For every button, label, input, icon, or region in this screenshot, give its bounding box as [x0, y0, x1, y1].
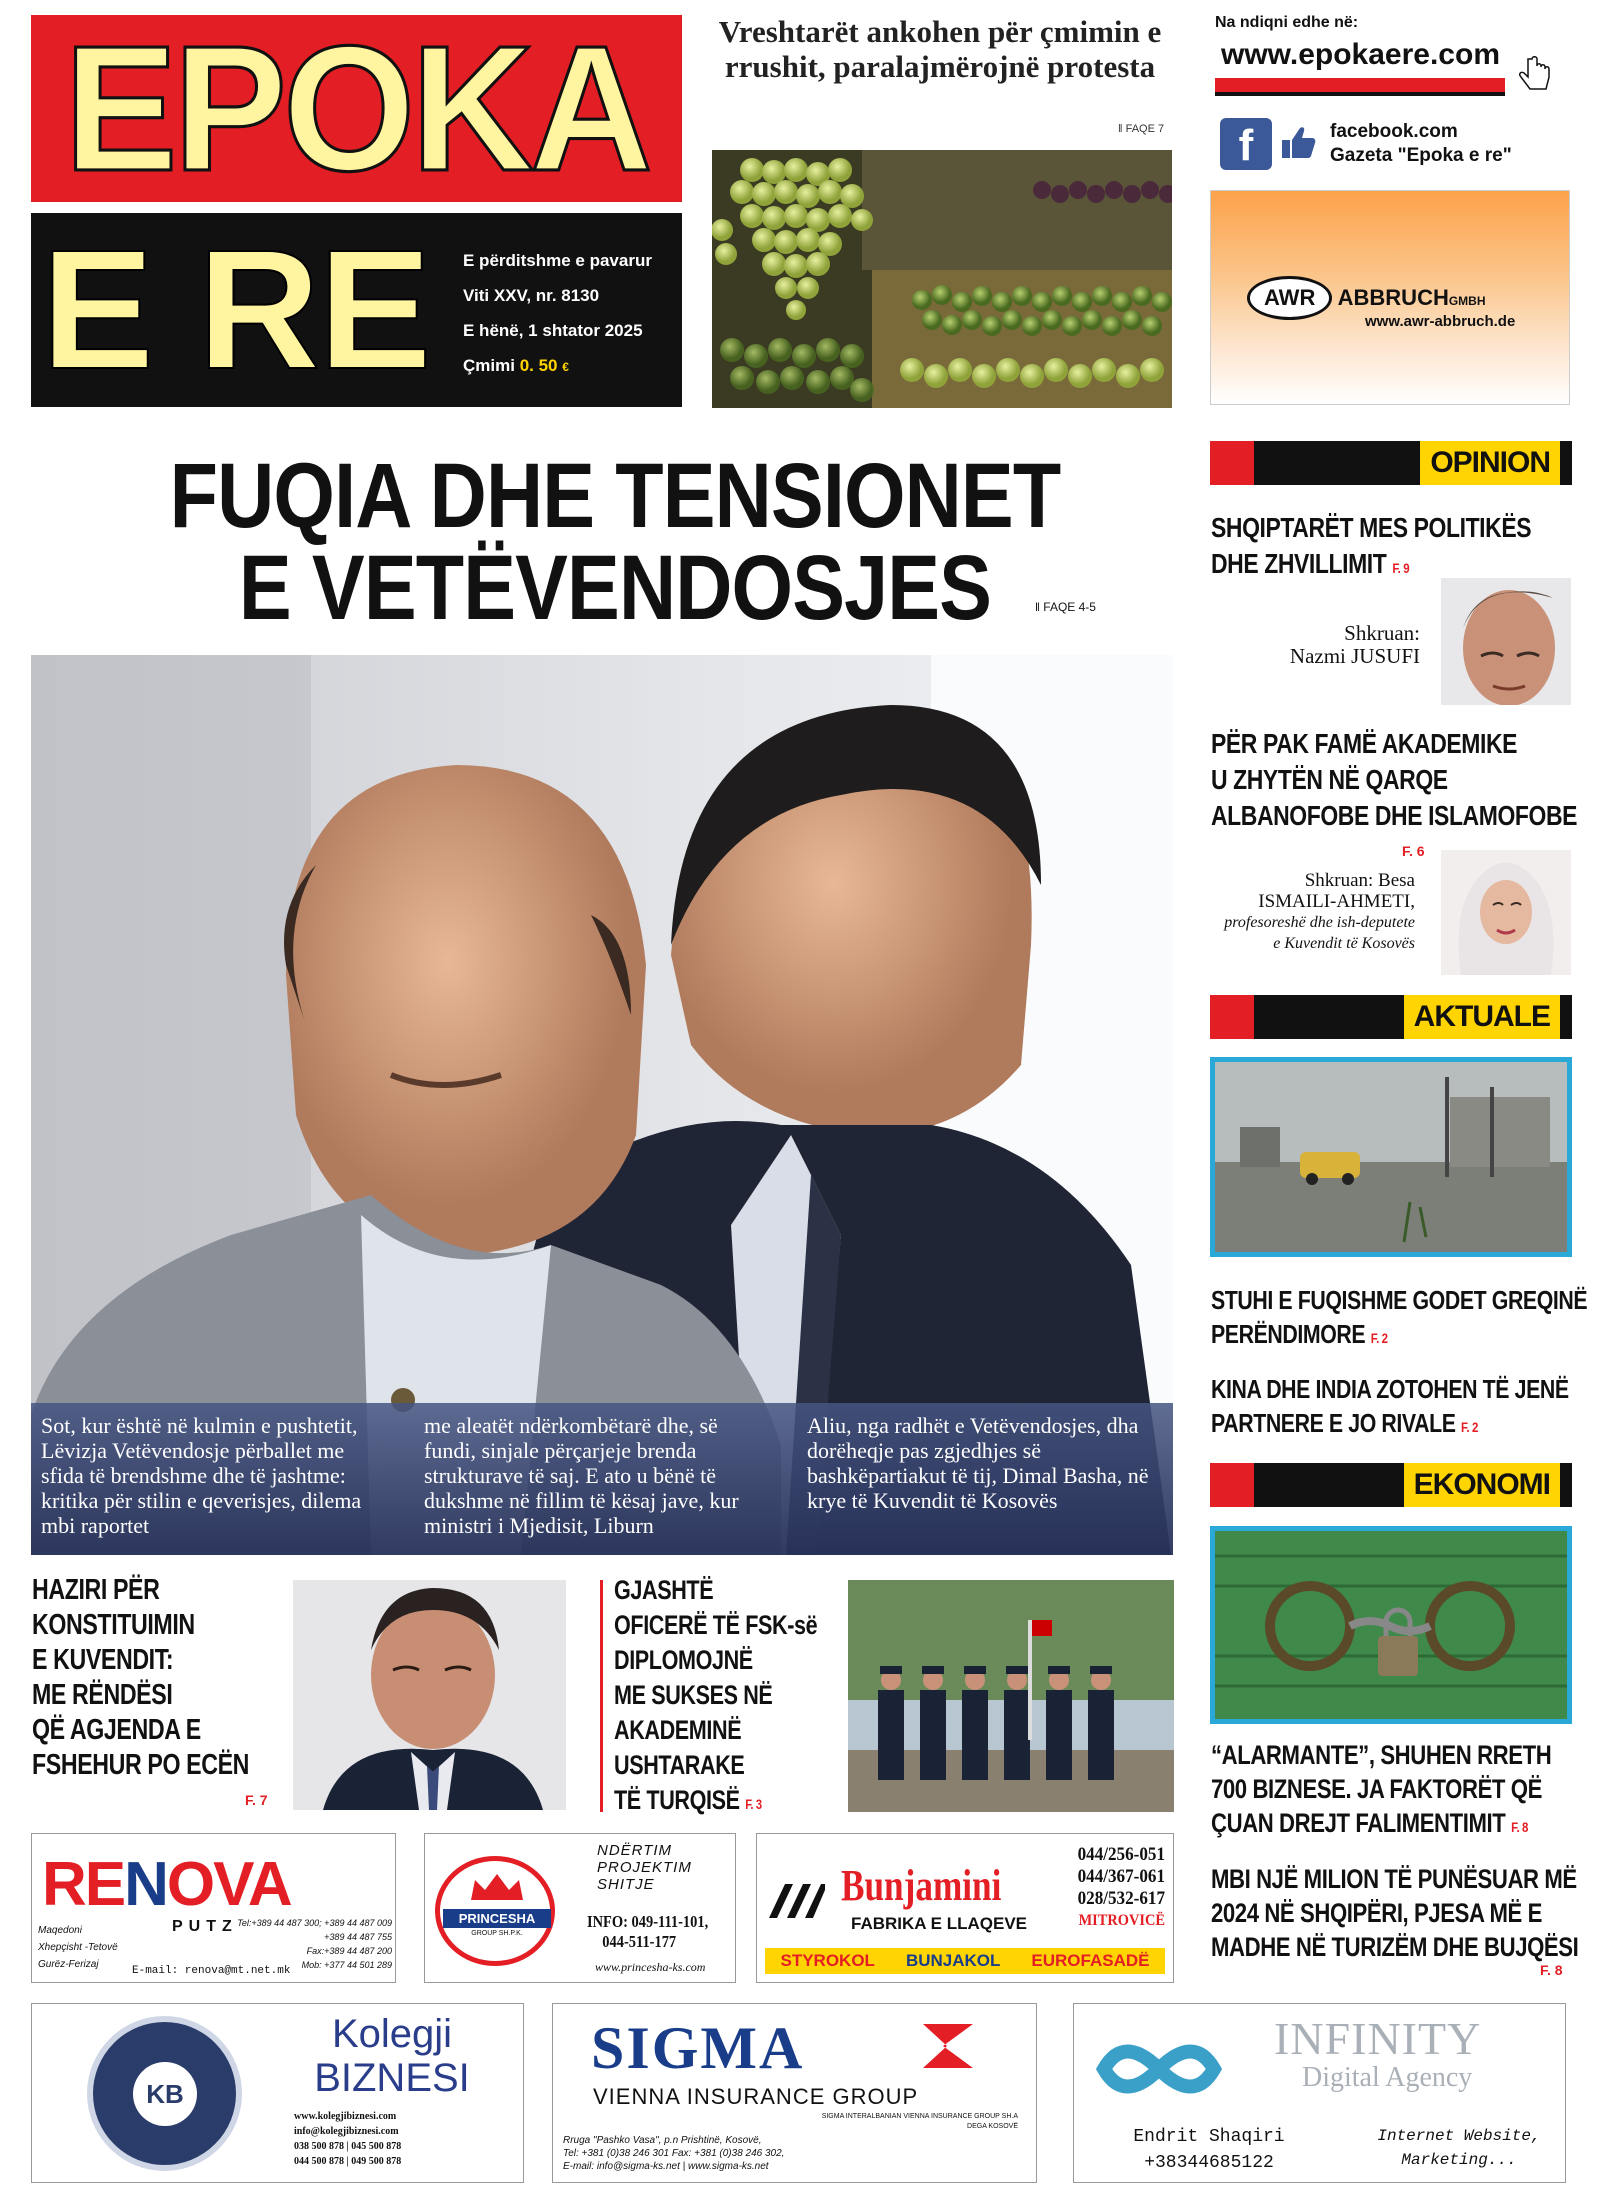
price-currency: €: [562, 360, 569, 374]
ekonomi-a1-line2: 700 BIZNESE. JA FAKTORËT QË: [1211, 1774, 1542, 1804]
bunjamini-phone: 044/256-051: [1077, 1844, 1165, 1865]
kolegji-seal: [87, 2016, 242, 2171]
princesha-phone: 044-511-177: [602, 1932, 677, 1951]
aktuale-article-2-title[interactable]: [1211, 1372, 1569, 1444]
kolegji-seal-text: KB: [133, 2062, 197, 2126]
kolegji-phone: 044 500 878 | 049 500 878: [294, 2156, 402, 2167]
storm-greece-photo[interactable]: [1210, 1057, 1572, 1257]
kolegji-contacts: [294, 2109, 401, 2169]
aktuale-a1-line1: STUHI E FUQISHME GODET GREQINË: [1211, 1285, 1588, 1315]
sigma-branch: [803, 2112, 1018, 2132]
bunjamini-phones: [1066, 1844, 1165, 1932]
section-label-ekonomi: EKONOMI: [1404, 1463, 1560, 1507]
fsk-officers-photo[interactable]: [848, 1580, 1174, 1812]
opinion-article-2-title[interactable]: [1211, 726, 1577, 834]
story-haziri-line: ME RËNDËSI: [32, 1679, 173, 1711]
story-fsk-line: AKADEMINË: [614, 1715, 742, 1745]
kolegji-title-2: BIZNESI: [314, 2056, 470, 2100]
story-divider: [600, 1580, 603, 1812]
website-link[interactable]: www.epokaere.com: [1221, 38, 1500, 71]
facebook-page-name: Gazeta "Epoka e re": [1330, 145, 1512, 166]
opinion-a1-line1: SHQIPTARËT MES POLITIKËS: [1211, 512, 1532, 543]
princesha-name: PRINCESHA: [443, 1909, 551, 1928]
renova-locations: [38, 1922, 118, 1973]
princesha-sub: GROUP SH.P.K.: [471, 1930, 523, 1937]
infinity-service: Marketing...: [1401, 2151, 1517, 2169]
princesha-services: [597, 1842, 692, 1893]
aktuale-a2-line2: PARTNERE E JO RIVALE: [1211, 1408, 1456, 1438]
opinion-a1-ref: F. 9: [1392, 560, 1410, 576]
follow-label: Na ndiqni edhe në:: [1215, 14, 1359, 31]
renova-logo: [42, 1850, 291, 1919]
infinity-service: Internet Website,: [1377, 2127, 1541, 2145]
top-story-page-ref: ‖ FAQE 7: [1118, 123, 1165, 135]
logo-ere-block: [31, 213, 682, 407]
bunjamini-stripes-icon: [765, 1874, 825, 1920]
story-fsk-line: TË TURQISË: [614, 1785, 740, 1815]
infinity-logo-icon: [1084, 2024, 1234, 2114]
story-fsk-line: OFICERË TË FSK-së: [614, 1610, 818, 1640]
sigma-addr: Tel: +381 (0)38 246 301 Fax: +381 (0)38 246 302,: [563, 2148, 785, 2159]
aktuale-a2-ref: F. 2: [1461, 1419, 1478, 1435]
section-header-ekonomi: [1210, 1463, 1572, 1507]
ad-kolegji-biznesi[interactable]: [31, 2003, 524, 2183]
renova-tel: +389 44 487 755: [324, 1932, 392, 1942]
story-fsk-ref: F. 3: [745, 1796, 762, 1812]
caption-col2: me aleatët ndërkombëtarë dhe, së fundi, sinjale përçarjeje brenda strukturave të saj. E ato u bënë të dukshme në fillim të kësaj jave, kur ministri i Mjedisit, Liburn: [424, 1413, 739, 1538]
princesha-service: PROJEKTIM: [597, 1859, 692, 1876]
infinity-sub: Digital Agency: [1302, 2062, 1473, 2093]
sigma-small: SIGMA INTERALBANIAN VIENNA INSURANCE GROUP SH.A: [821, 2113, 1018, 2120]
edition-number: Viti XXV, nr. 8130: [463, 286, 600, 305]
section-header-opinion: [1210, 441, 1572, 485]
caption-col3: Aliu, nga radhët e Vetëvendosjes, dha dorëheqje pas zgjedhjes së bashkëpartiakut të tij, Dimal Basha, në krye të Kuvendit të Kosovës: [807, 1413, 1149, 1513]
opinion-a2-byline: [1180, 870, 1415, 954]
renova-logo-b: N: [124, 1850, 167, 1919]
story-haziri-line: QË AGJENDA E: [32, 1714, 201, 1746]
edition-price: [463, 348, 652, 385]
sigma-addr: Rruga "Pashko Vasa", p.n Prishtinë, Kosovë,: [563, 2135, 762, 2146]
princesha-web: www.princesha-ks.com: [595, 1960, 706, 1974]
aktuale-a2-line1: KINA DHE INDIA ZOTOHEN TË JENË: [1211, 1374, 1569, 1404]
section-label-aktuale: AKTUALE: [1404, 995, 1560, 1039]
renova-loc: Gurëz-Ferizaj: [38, 1959, 99, 1970]
story-fsk-line: USHTARAKE: [614, 1750, 745, 1780]
opinion-a2-ref: F. 6: [1402, 843, 1425, 859]
top-story-title[interactable]: Vreshtarët ankohen për çmimin e rrushit, paralajmërojnë protesta: [718, 14, 1162, 84]
story-haziri-line: KONSTITUIMIN: [32, 1609, 195, 1641]
byline-line3: profesoreshë dhe ish-deputete: [1224, 914, 1415, 931]
thumbs-up-icon: [1278, 122, 1318, 162]
price-value: 0. 50: [519, 356, 558, 375]
ad-princesha[interactable]: [424, 1833, 736, 1983]
renova-contacts: [237, 1916, 392, 1972]
byline-name: Nazmi JUSUFI: [1289, 644, 1420, 668]
ekonomi-a2-line1: MBI NJË MILION TË PUNËSUAR MË: [1211, 1864, 1577, 1894]
awr-name: ABBRUCH: [1337, 285, 1449, 310]
infinity-services: [1364, 2124, 1554, 2172]
renova-tel: Tel:+389 44 487 300; +389 44 487 009: [237, 1918, 392, 1928]
facebook-text[interactable]: [1330, 120, 1512, 168]
bunjamini-city: MITROVICË: [1078, 1912, 1165, 1929]
sigma-address: [563, 2134, 784, 2173]
sigma-small: DEGA KOSOVË: [967, 2123, 1018, 2130]
website-underline: [1215, 78, 1505, 92]
story-haziri-line: HAZIRI PËR: [32, 1574, 160, 1606]
story-haziri-title[interactable]: [32, 1573, 249, 1783]
ad-renova[interactable]: [31, 1833, 396, 1983]
opinion-article-1-title[interactable]: [1211, 510, 1531, 586]
main-headline-page-ref: ‖ FAQE 4-5: [1035, 600, 1096, 614]
infinity-name: INFINITY: [1274, 2013, 1482, 2064]
bunjamini-phone: 044/367-061: [1077, 1866, 1165, 1887]
bunjamini-product: BUNJAKOL: [905, 1951, 1001, 1970]
awr-suffix: GMBH: [1448, 294, 1486, 308]
author-photo-nazmi-jusufi: [1441, 578, 1571, 705]
infinity-contact: [1114, 2124, 1304, 2176]
bunjamini-name: Bunjamini: [841, 1861, 1002, 1910]
hand-cursor-icon: [1518, 55, 1554, 95]
awr-web: www.awr-abbruch.de: [1365, 313, 1516, 330]
kolegji-title: [292, 2012, 492, 2100]
story-fsk-line: DIPLOMOJNË: [614, 1645, 753, 1675]
awr-brand: AWR: [1247, 276, 1332, 320]
bunjamini-product: STYROKOL: [780, 1951, 875, 1970]
princesha-info: [587, 1912, 708, 1952]
ekonomi-article-2-title[interactable]: [1211, 1862, 1578, 1964]
opinion-a1-byline: [1270, 622, 1420, 668]
ekonomi-a1-line1: “ALARMANTE”, SHUHEN RRETH: [1211, 1740, 1552, 1770]
kolegji-web: www.kolegjibiznesi.com: [294, 2111, 397, 2122]
crown-icon: [467, 1872, 527, 1904]
princesha-service: SHITJE: [597, 1876, 655, 1893]
logo-epoka[interactable]: [31, 8, 682, 209]
princesha-service: NDËRTIM: [597, 1842, 673, 1859]
infinity-person: Endrit Shaqiri: [1133, 2127, 1285, 2147]
section-header-aktuale: [1210, 995, 1572, 1039]
aktuale-article-1-title[interactable]: [1211, 1283, 1587, 1355]
byline-line2: ISMAILI-AHMETI,: [1258, 891, 1415, 912]
renova-email: E-mail: renova@mt.net.mk: [132, 1965, 291, 1977]
kolegji-title-1: Kolegji: [331, 2012, 453, 2056]
ekonomi-a2-ref: F. 8: [1540, 1962, 1563, 1978]
sigma-name: SIGMA: [591, 2015, 805, 2081]
bunjamini-products: [765, 1948, 1165, 1974]
section-label-opinion: OPINION: [1420, 441, 1560, 485]
ad-sigma[interactable]: [552, 2003, 1037, 2183]
renova-fax: Fax:+389 44 487 200: [306, 1946, 392, 1956]
renova-mob: Mob: +377 44 501 289: [301, 1960, 392, 1970]
story-fsk-line: ME SUKSES NË: [614, 1680, 773, 1710]
facebook-url: facebook.com: [1330, 121, 1458, 142]
renova-loc: Maqedoni: [38, 1925, 82, 1936]
ad-awr-abbruch[interactable]: [1210, 190, 1570, 405]
bunjamini-sub: FABRIKA E LLAQEVE: [851, 1914, 1027, 1933]
opinion-a2-line3: ALBANOFOBE DHE ISLAMOFOBE: [1211, 800, 1578, 831]
byline-label: Shkruan:: [1344, 621, 1420, 645]
edition-date: E hënë, 1 shtator 2025: [463, 321, 643, 340]
logo-text-epoka: EPOKA: [64, 8, 649, 209]
renova-loc: Xhepçisht -Tetovë: [38, 1942, 118, 1953]
renova-logo-c: OVA: [166, 1850, 291, 1919]
main-headline-line1: FUQIA DHE TENSIONET: [169, 445, 1061, 547]
aktuale-a1-ref: F. 2: [1370, 1330, 1388, 1346]
main-headline[interactable]: [138, 445, 1093, 639]
opinion-a2-line2: U ZHYTËN NË QARQE: [1211, 764, 1448, 795]
opinion-a1-line2: DHE ZHVILLIMIT: [1211, 548, 1387, 579]
haziri-photo[interactable]: [293, 1580, 566, 1810]
main-headline-line2: E VETËVENDOSJES: [238, 537, 992, 639]
infinity-phone: +38344685122: [1144, 2153, 1274, 2173]
kolegji-phone: 038 500 878 | 045 500 878: [294, 2141, 402, 2152]
ekonomi-article-1-title[interactable]: [1211, 1738, 1551, 1844]
story-fsk-line: GJASHTË: [614, 1575, 714, 1605]
padlock-photo[interactable]: [1210, 1526, 1572, 1724]
renova-sub: PUTZ: [172, 1918, 238, 1935]
sigma-logo-icon: [913, 2014, 993, 2078]
aktuale-a1-line2: PERËNDIMORE: [1211, 1319, 1366, 1349]
edition-info: [463, 243, 652, 385]
caption-col1: Sot, kur është në kulmin e pushtetit, Lëvizja Vetëvendosje përballet me sfida të brendshme dhe të jashtme: kritika për stilin e qeverisjes, dilema mbi raportet: [41, 1413, 362, 1538]
facebook-icon[interactable]: f: [1220, 118, 1272, 170]
story-haziri-line: FSHEHUR PO ECËN: [32, 1749, 250, 1781]
ekonomi-a1-ref: F. 8: [1511, 1819, 1529, 1835]
sigma-group: VIENNA INSURANCE GROUP: [593, 2084, 919, 2109]
princesha-phone: INFO: 049-111-101,: [587, 1912, 709, 1931]
bunjamini-product: EUROFASADË: [1031, 1951, 1150, 1970]
logo-text-ere: E RE: [41, 215, 430, 405]
ekonomi-a2-line2: 2024 NË SHQIPËRI, PJESA MË E: [1211, 1898, 1542, 1928]
main-story-caption: [31, 1403, 1173, 1555]
opinion-a2-line1: PËR PAK FAMË AKADEMIKE: [1211, 728, 1518, 759]
author-photo-besa-ismaili: [1441, 850, 1571, 975]
ad-bunjamini[interactable]: [756, 1833, 1174, 1983]
ekonomi-a1-line3: ÇUAN DREJT FALIMENTIMIT: [1211, 1808, 1506, 1838]
story-fsk-title[interactable]: [614, 1573, 817, 1822]
edition-tagline: E përditshme e pavarur: [463, 251, 652, 270]
kolegji-email: info@kolegjibiznesi.com: [294, 2126, 399, 2137]
website-underline-dark: [1215, 92, 1505, 96]
ekonomi-a2-line3: MADHE NË TURIZËM DHE BUJQËSI: [1211, 1932, 1579, 1962]
bunjamini-phone: 028/532-617: [1077, 1888, 1165, 1909]
price-label: Çmimi: [463, 356, 515, 375]
ad-infinity[interactable]: [1073, 2003, 1566, 2183]
grapes-photo[interactable]: [712, 150, 1172, 408]
byline-line1: Shkruan: Besa: [1304, 870, 1415, 891]
renova-logo-a: RE: [42, 1850, 125, 1919]
byline-line4: e Kuvendit të Kosovës: [1273, 935, 1415, 952]
sigma-addr: E-mail: info@sigma-ks.net | www.sigma-ks.net: [563, 2161, 769, 2172]
story-haziri-line: E KUVENDIT:: [32, 1644, 174, 1676]
story-haziri-ref: F. 7: [245, 1792, 268, 1808]
